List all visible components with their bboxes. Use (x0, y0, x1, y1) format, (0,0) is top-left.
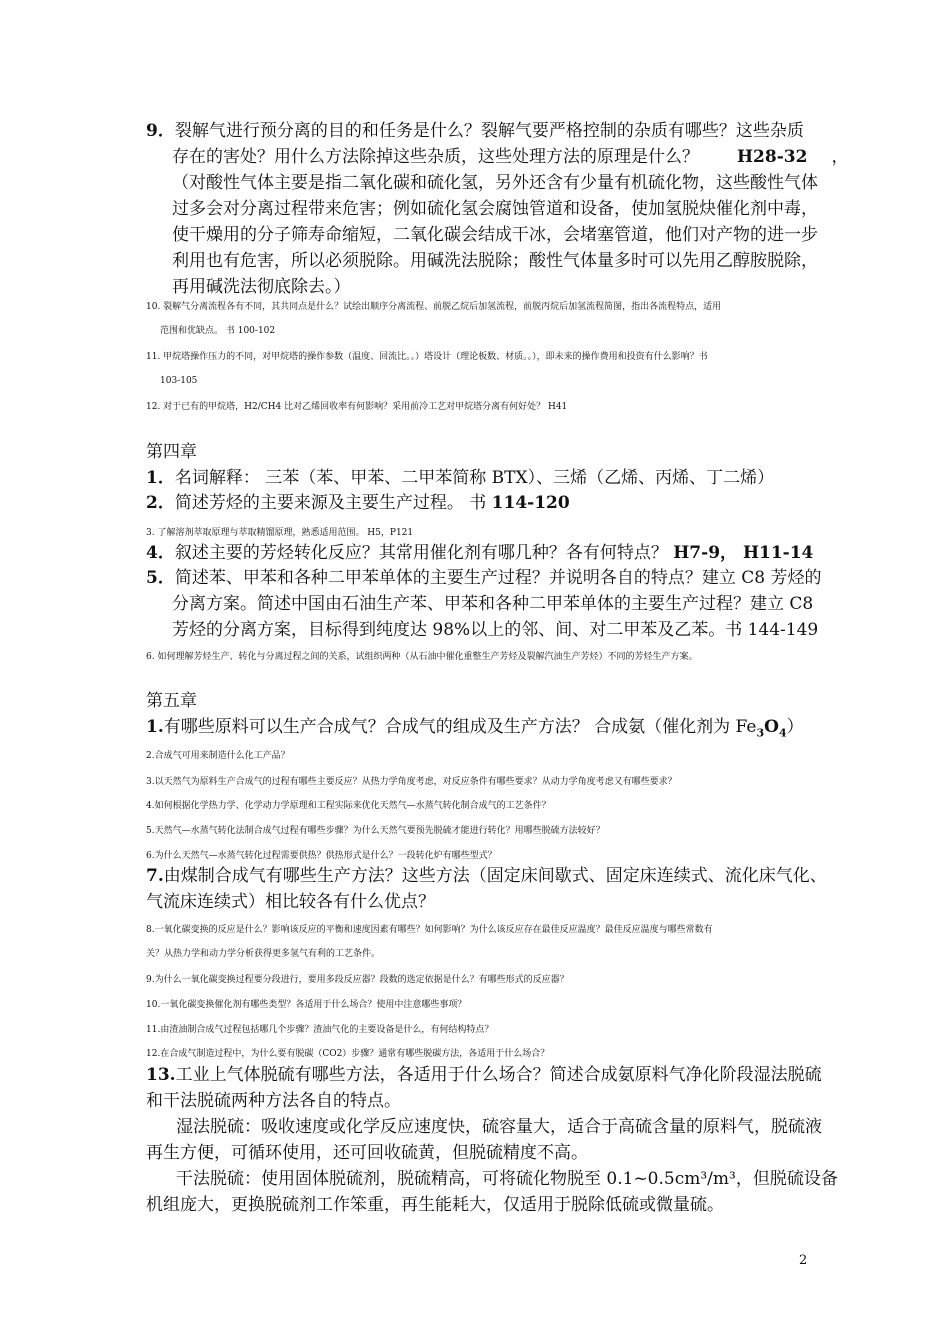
question-number: 5． (146, 568, 175, 588)
page-reference: 114-120 (491, 493, 570, 513)
text-line: 气流床连续式）相比较各有什么优点？ (146, 892, 435, 912)
answer-line: 过多会对分离过程带来危害；例如硫化氢会腐蚀管道和设备，使加氢脱炔催化剂中毒， (172, 199, 818, 219)
text-line: 103-105 (160, 376, 198, 386)
question-number: 1. (146, 717, 164, 737)
subscript: 3 (756, 726, 765, 740)
text-line: 芳烃的分离方案，目标得到纯度达 98%以上的邻、间、对二甲苯及乙苯。书 144-149 (172, 620, 819, 640)
text-line: 11. 甲烷塔操作压力的不同，对甲烷塔的操作参数（温度、回流比。。）塔设计（理论板数、材质。。），即未来的操作费用和投资有什么影响？书 (146, 352, 708, 362)
subscript: 4 (778, 726, 787, 740)
text-line: 叙述主要的芳烃转化反应？其常用催化剂有哪几种？各有何特点？ (174, 543, 674, 563)
text-line: 和干法脱硫两种方法各自的特点。 (146, 1091, 401, 1111)
page-reference: H28-32 (737, 147, 808, 167)
text-line: 关？从热力学和动力学分析获得更多氢气有利的工艺条件。 (146, 949, 381, 959)
text-line: 10. 裂解气分离流程各有不同，其共同点是什么？试绘出顺序分离流程、前脱乙烷后加氢流程，前脱丙烷后加氢流程简图，指出各流程特点，适用 (146, 302, 722, 312)
text-line: 名词解释： 三苯（苯、甲苯、二甲苯简称 BTX）、三烯（乙烯、丙烯、丁二烯） (174, 468, 775, 488)
text-line: 由煤制合成气有哪些生产方法？这些方法（固定床间歇式、固定床连续式、流化床气化、 (163, 866, 827, 886)
ch5-question-9: 9.为什么一氧化碳变换过程要分段进行，要用多段反应器？段数的选定依据是什么？有哪些形式的反应器？ (146, 975, 569, 985)
ch5-question-3: 3.以天然气为原料生产合成气的过程有哪些主要反应？从热力学角度考虑，对反应条件有哪些要求？从动力学角度考虑又有哪些要求？ (146, 777, 677, 787)
answer-line: 湿法脱硫：吸收速度或化学反应速度快，硫容量大，适合于高硫含量的原料气，脱硫液 (176, 1117, 822, 1137)
ch4-question-6: 6. 如何理解芳烃生产、转化与分离过程之间的关系，试组织两种（从石油中催化重整生产芳烃及裂解汽油生产芳烃）不同的芳烃生产方案。 (146, 652, 698, 662)
answer-line: 再生方便，可循环使用，还可回收硫黄，但脱硫精度不高。 (146, 1143, 588, 1163)
text-line: 12. 对于已有的甲烷塔，H2/CH4 比对乙烯回收率有何影响？采用前冷工艺对甲烷塔分离有何好处？ H41 (146, 402, 568, 412)
ch4-question-4 (146, 540, 813, 566)
text-punct: ） (786, 717, 804, 737)
ch5-question-5: 5.天然气—水蒸气转化法制合成气过程有哪些步骤？为什么天然气要预先脱硫才能进行转化？用哪些脱硫方法较好？ (146, 826, 605, 836)
text-line: 范围和优缺点。 书 100-102 (160, 326, 276, 336)
ch5-question-2: 2.合成气可用来制造什么化工产品？ (146, 751, 290, 761)
chapter-5-title: 第五章 (146, 691, 197, 711)
ch4-question-3: 3. 了解溶剂萃取原理与萃取精馏原理，熟悉适用范围。 H5，P121 (146, 528, 414, 538)
answer-line: （对酸性气体主要是指二氧化碳和硫化氢，另外还含有少量有机硫化物，这些酸性气体 (172, 173, 818, 193)
answer-line: 干法脱硫：使用固体脱硫剂，脱硫精高，可将硫化物脱至 0.1~0.5cm³/m³，但脱硫设备 (176, 1169, 838, 1189)
text-line: 存在的害处？用什么方法除掉这些杂质，这些处理方法的原理是什么？ (172, 147, 699, 167)
ch4-question-5 (146, 565, 821, 643)
question-11 (146, 351, 708, 388)
ch4-question-1 (146, 465, 774, 491)
answer-line: 使干燥用的分子筛寿命缩短，二氧化碳会结成干冰，会堵塞管道，他们对产物的进一步 (172, 225, 818, 245)
ch5-question-7 (146, 863, 827, 915)
text-line: 简述芳烃的主要来源及主要生产过程。 书 (174, 493, 492, 513)
ch4-question-2 (146, 490, 570, 516)
ch5-question-8 (146, 924, 713, 961)
answer-line: 机组庞大，更换脱硫剂工作笨重，再生能耗大，仅适用于脱除低硫或微量硫。 (146, 1195, 724, 1215)
text-line: 简述苯、甲苯和各种二甲苯单体的主要生产过程？并说明各自的特点？建立 C8 芳烃的 (174, 568, 822, 588)
text-line: 8.一氧化碳变换的反应是什么？影响该反应的平衡和速度因素有哪些？如何影响？为什么该反应存在最佳反应温度？最佳反应温度与哪些常数有 (146, 925, 713, 935)
ch5-question-10: 10.一氧化碳变换催化剂有哪些类型？各适用于什么场合？使用中注意哪些事项？ (146, 1000, 467, 1010)
text-line: 有哪些原料可以生产合成气？合成气的组成及生产方法？ 合成氨（催化剂为 Fe (163, 717, 757, 737)
question-number: 2． (146, 493, 175, 513)
question-number: 4． (146, 543, 175, 563)
question-number: 1． (146, 468, 175, 488)
text-line: 分离方案。简述中国由石油生产苯、甲苯和各种二甲苯单体的主要生产过程？建立 C8 (172, 594, 814, 614)
page-number: 2 (799, 1253, 808, 1268)
ch5-question-6: 6.为什么天然气—水蒸气转化过程需要供热？供热形式是什么？一段转化炉有哪些型式？ (146, 851, 497, 861)
question-9 (146, 118, 848, 300)
ch5-question-1 (146, 714, 804, 746)
formula-char: O (764, 717, 779, 737)
ch5-question-11: 11.由渣油制合成气过程包括哪几个步骤？渣油气化的主要设备是什么，有何结构特点？ (146, 1025, 494, 1035)
text-line: 工业上气体脱硫有哪些方法，各适用于什么场合？简述合成氨原料气净化阶段湿法脱硫 (175, 1065, 822, 1085)
text-punct: ， (831, 147, 849, 167)
text-line: 裂解气进行预分离的目的和任务是什么？裂解气要严格控制的杂质有哪些？这些杂质 (174, 121, 804, 141)
ch5-question-12: 12.在合成气制造过程中，为什么要有脱碳（CO2）步骤？通常有哪些脱碳方法，各适用于什么场合？ (146, 1049, 550, 1059)
question-number: 7. (146, 866, 164, 886)
chapter-4-title: 第四章 (146, 442, 197, 462)
ch5-question-4: 4.如何根据化学热力学、化学动力学原理和工程实际来优化天然气—水蒸气转化制合成气的工艺条件？ (146, 801, 551, 811)
question-number: 9． (146, 121, 175, 141)
answer-line: 利用也有危害，所以必须脱除。用碱洗法脱除；酸性气体量多时可以先用乙醇胺脱除， (172, 251, 818, 271)
question-12 (146, 401, 567, 414)
page-reference: H7-9， H11-14 (673, 543, 814, 563)
question-10 (146, 301, 721, 338)
answer-line: 再用碱洗法彻底除去。） (172, 277, 351, 297)
question-number: 13. (146, 1065, 176, 1085)
ch5-question-13 (146, 1062, 838, 1218)
